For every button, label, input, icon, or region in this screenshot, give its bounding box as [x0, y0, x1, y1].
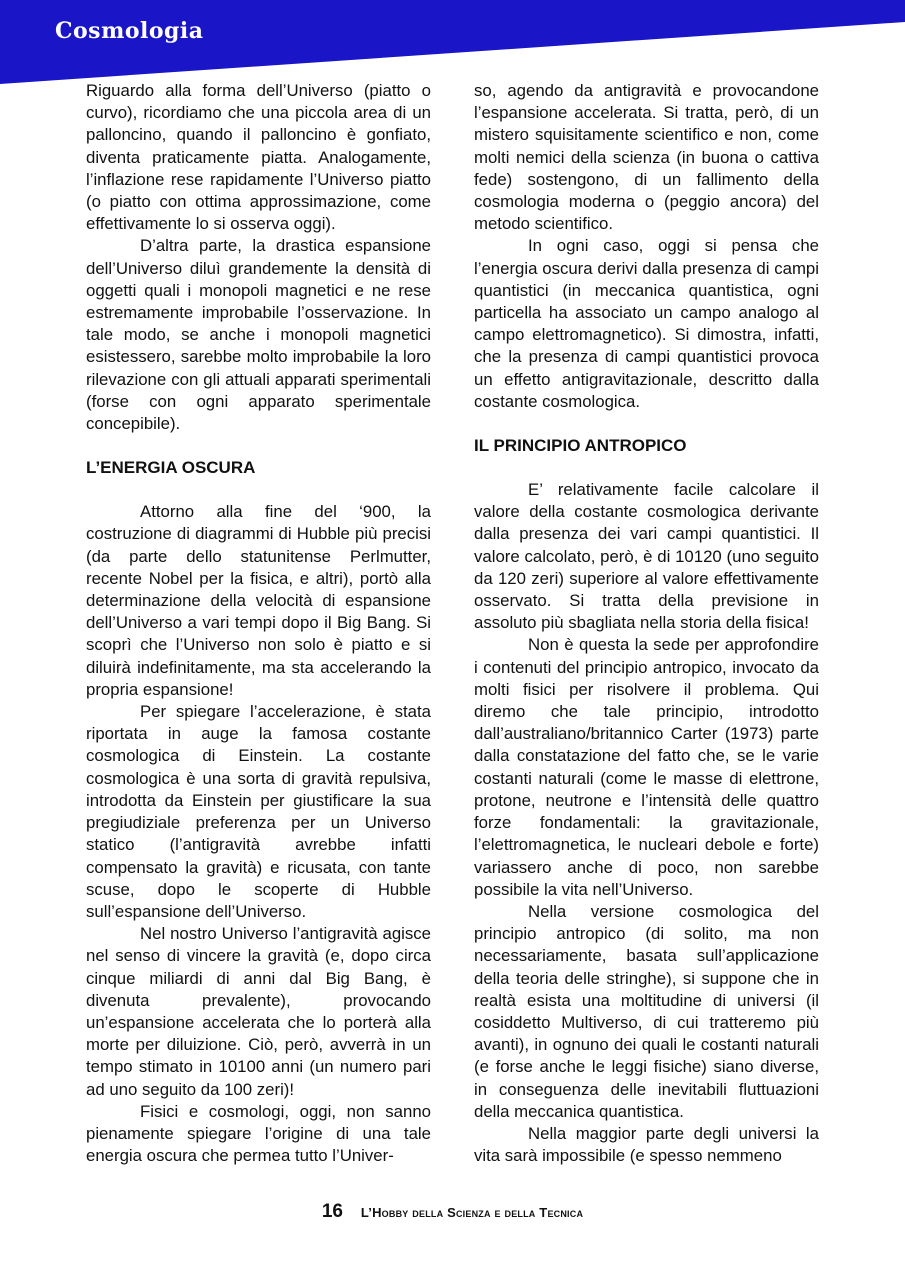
paragraph: so, agendo da antigravità e provocandone l’espansione accelerata. Si tratta, però, di un mistero squisitamente scientifico e non, come molti nemici della scienza (in buona o cattiva fede) sostengono, di un fallimento della cosmologia moderna o (peggio ancora) del metodo scientifico. [474, 81, 819, 234]
page-number: 16 [321, 1201, 343, 1222]
paragraph: Fisici e cosmologi, oggi, non sanno pienamente spiegare l’origine di una tale energia oscura che permea tutto l’Univer- [86, 1101, 431, 1166]
paragraph: Attorno alla fine del ‘900, la costruzione di diagrammi di Hubble più precisi (da parte dello statunitense Perlmutter, recente Nobel per la fisica, e altri), portò alla determinazione della velocità di espansione dell’Universo a vari tempi dopo il Big Bang. Si scoprì che l’Universo non solo è piatto e si diluirà indefinitamente, ma sta accelerando la propria espansione! [86, 502, 431, 699]
page-footer [0, 1201, 905, 1223]
publication-title: L’Hobby della Scienza e della Tecnica [360, 1205, 584, 1220]
paragraph: Non è questa la sede per approfondire i contenuti del principio antropico, invocato da molti fisici per risolvere il problema. Qui diremo che tale principio, introdotto dall’australiano/britannico Carter (1973) parte dalla constatazione del fatto che, se le varie costanti naturali (come le masse di elettrone, protone, neutrone e l’intensità delle quattro forze fondamentali: la gravitazionale, l’elettromagnetica, le nucleari debole e forte) variassero anche di poco, non sarebbe possibile la vita nell’Universo. [474, 635, 819, 899]
paragraph: D’altra parte, la drastica espansione dell’Universo diluì grandemente la densità di oggetti quali i monopoli magnetici e ne rese estremamente improbabile l’osservazione. In tale modo, se anche i monopoli magnetici esistessero, sarebbe molto improbabile la loro rilevazione con gli attuali apparati sperimentali (forse con ogni apparato sperimentale concepibile). [86, 236, 431, 434]
left-column [86, 80, 431, 1167]
paragraph: E’ relativamente facile calcolare il valore della costante cosmologica derivante dalla presenza dei vari campi quantistici. Il valore calcolato, però, è di 10120 (uno seguito da 120 zeri) superiore al valore effettivamente osservato. Si tratta della previsione in assoluto più sbagliata nella storia della fisica! [474, 480, 819, 633]
paragraph: Per spiegare l’accelerazione, è stata riportata in auge la famosa costante cosmologica di Einstein. La costante cosmologica è una sorta di gravità repulsiva, introdotta da Einstein per giustificare la sua pregiudiziale preferenza per un Universo statico (l’antigravità avrebbe infatti compensato la gravità) e ricusata, con tante scuse, dopo le scoperte di Hubble sull’espansione dell’Universo. [86, 702, 431, 921]
paragraph: Nella versione cosmologica del principio antropico (di solito, ma non necessariamente, basata sull’applicazione della teoria delle stringhe), si suppone che in realtà esista una moltitudine di universi (il cosiddetto Multiverso, di cui tratteremo più avanti), in ognuno dei quali le costanti naturali (e forse anche le leggi fisiche) siano diverse, in conseguenza delle inevitabili fluttuazioni della meccanica quantistica. [474, 901, 819, 1121]
section-title: Cosmologia [55, 18, 204, 44]
right-column [474, 80, 819, 1167]
paragraph: Nel nostro Universo l’antigravità agisce nel senso di vincere la gravità (e, dopo circa cinque miliardi di anni dal Big Bang, è divenuta prevalente), provocando un’espansione accelerata che lo porterà alla morte per diluizione. Ciò, però, avverrà in un tempo stimato in 10100 anni (un numero pari ad uno seguito da 100 zeri)! [86, 924, 431, 1099]
paragraph: Nella maggior parte degli universi la vita sarà impossibile (e spesso nemmeno [474, 1123, 819, 1166]
paragraph: In ogni caso, oggi si pensa che l’energia oscura derivi dalla presenza di campi quantistici (in meccanica quantistica, ogni particella ha associato un campo analogo al campo elettromagnetico). Si dimostra, infatti, che la presenza di campi quantistici provoca un effetto antigravitazionale, descritto dalla costante cosmologica. [474, 236, 819, 411]
section-heading: IL PRINCIPIO ANTROPICO [474, 436, 687, 456]
paragraph: Riguardo alla forma dell’Universo (piatto o curvo), ricordiamo che una piccola area di un palloncino, quando il palloncino è gonfiato, diventa praticamente piatta. Analogamente, l’inflazione rese rapidamente l’Universo piatto (o piatto con ottima approssimazione, come effettivamente lo si osserva oggi). [86, 81, 431, 234]
section-heading: L’ENERGIA OSCURA [86, 458, 256, 478]
